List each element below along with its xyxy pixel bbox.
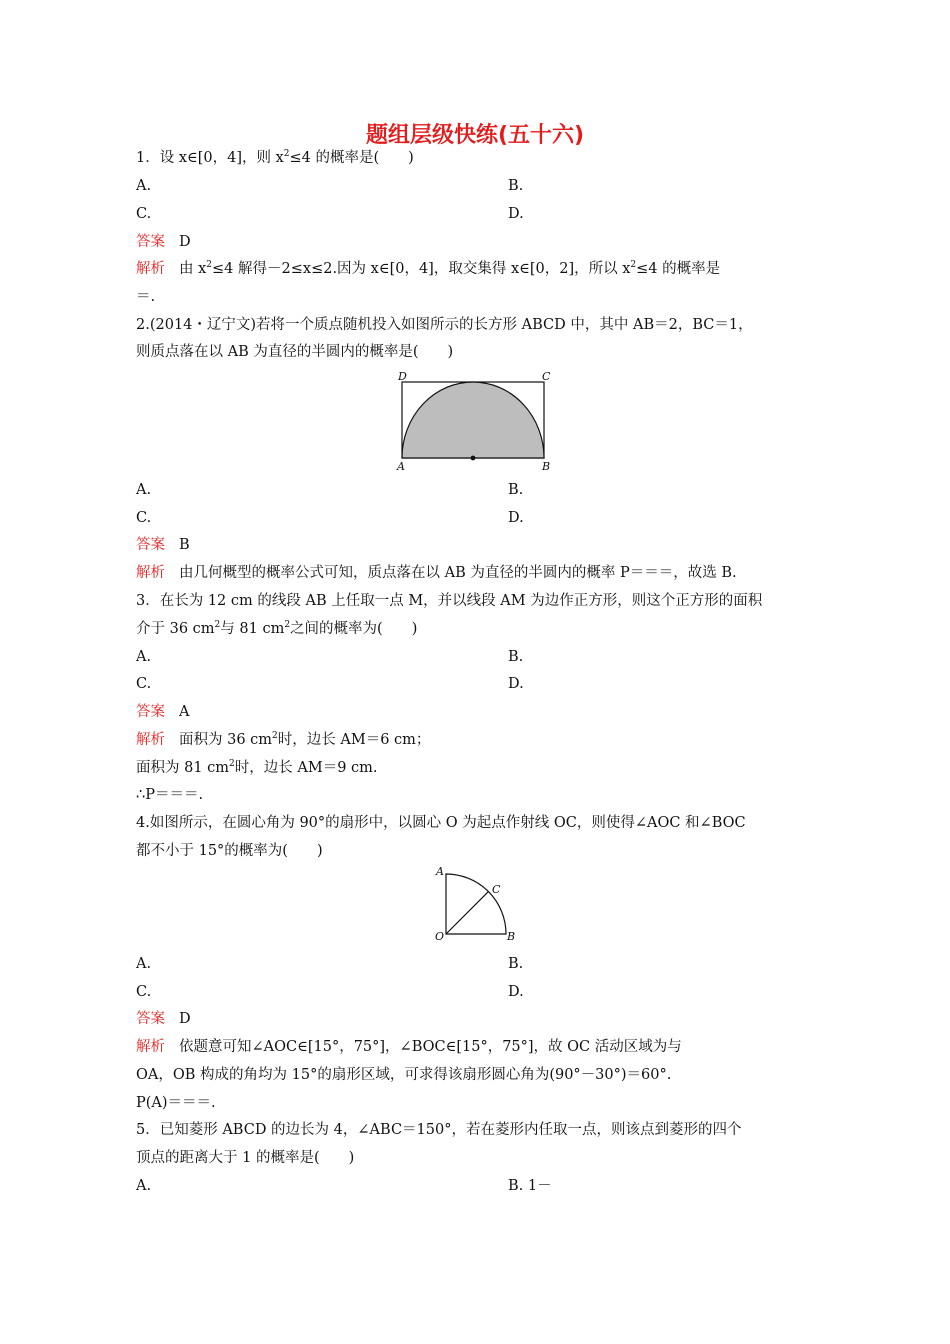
q3-option-c: C.	[136, 676, 152, 692]
q2-stem-1: 2.(2014・辽宁文)若将一个质点随机投入如图所示的长方形 ABCD 中，其中 AB＝2，BC＝1，	[136, 317, 753, 333]
q1-option-d: D.	[508, 206, 524, 222]
q4-option-d: D.	[508, 984, 524, 1000]
q4-analysis-3: P(A)＝＝＝.	[136, 1095, 216, 1111]
label-c: C	[542, 370, 551, 383]
center-point	[471, 456, 476, 461]
q2-answer: 答案 B	[136, 537, 190, 553]
ray-oc	[446, 892, 488, 934]
q3-option-d: D.	[508, 676, 524, 692]
q1-answer: 答案 D	[136, 234, 191, 250]
q3-answer: 答案 A	[136, 704, 190, 720]
q1-stem: 1．设 x∈[0，4]，则 $x^2\le 4$ 的概率是( )	[136, 149, 414, 166]
q4-option-a: A.	[136, 956, 152, 972]
q2-option-d: D.	[508, 510, 524, 526]
q3-option-b: B.	[508, 649, 524, 665]
q2-option-c: C.	[136, 510, 152, 526]
semicircle-region	[402, 382, 544, 458]
q5-option-a: A.	[136, 1178, 152, 1194]
q3-analysis-3: ∴P＝＝＝.	[136, 787, 204, 803]
q3-stem-2: 介于 36 $cm^2$与 81 $cm^2$之间的概率为( )	[136, 620, 418, 637]
label-a: A	[397, 460, 405, 473]
label-b: B	[507, 930, 516, 943]
q5-stem-2: 顶点的距离大于 1 的概率是( )	[136, 1150, 355, 1166]
q2-stem-2: 则质点落在以 AB 为直径的半圆内的概率是( )	[136, 344, 454, 360]
q4-option-b: B.	[508, 956, 524, 972]
q3-analysis-1: 解析 面积为 36 $cm^2$时，边长 AM＝6 cm；	[136, 731, 431, 748]
q4-answer: 答案 D	[136, 1011, 191, 1027]
q4-analysis-2: OA，OB 构成的角均为 15°的扇形区域，可求得该扇形圆心角为(90°－30°)＝60°.	[136, 1067, 672, 1083]
q3-option-a: A.	[136, 649, 152, 665]
label-a: A	[436, 865, 444, 878]
label-b: B	[542, 460, 551, 473]
rectangle-semicircle-figure	[392, 366, 556, 476]
q1-analysis-cont: ＝.	[136, 289, 156, 305]
q3-analysis-2: 面积为 81 $cm^2$时，边长 AM＝9 cm.	[136, 759, 378, 776]
q4-stem-2: 都不小于 15°的概率为( )	[136, 843, 323, 859]
q5-option-b: B. 1－	[508, 1178, 552, 1194]
q4-option-c: C.	[136, 984, 152, 1000]
label-o: O	[435, 930, 445, 943]
q1-option-a: A.	[136, 178, 152, 194]
label-c: C	[492, 883, 501, 896]
q2-analysis: 解析 由几何概型的概率公式可知，质点落在以 AB 为直径的半圆内的概率 P＝＝＝，故选 B.	[136, 565, 737, 581]
q2-option-a: A.	[136, 482, 152, 498]
page-title: 题组层级快练(五十六)	[365, 123, 585, 148]
q1-option-c: C.	[136, 206, 152, 222]
q4-analysis-1: 解析 依题意可知∠AOC∈[15°，75°]，∠BOC∈[15°，75°]，故 OC 活动区域为与	[136, 1039, 682, 1055]
quarter-sector-figure	[430, 862, 520, 944]
q4-stem-1: 4.如图所示，在圆心角为 90°的扇形中，以圆心 O 为起点作射线 OC，则使得∠AOC 和∠BOC	[136, 815, 746, 831]
q5-stem-1: 5．已知菱形 ABCD 的边长为 4，∠ABC＝150°，若在菱形内任取一点，则该点到菱形的四个	[136, 1122, 742, 1138]
label-d: D	[398, 370, 407, 383]
q1-option-b: B.	[508, 178, 524, 194]
q3-stem-1: 3．在长为 12 cm 的线段 AB 上任取一点 M，并以线段 AM 为边作正方形，则这个正方形的面积	[136, 593, 763, 609]
q1-analysis: 解析 由 $x^2\le 4$ 解得－2≤x≤2.因为 x∈[0，4]，取交集得 x∈[0，2]，所以 $x^2\le 4$ 的概率是	[136, 260, 721, 277]
q2-option-b: B.	[508, 482, 524, 498]
